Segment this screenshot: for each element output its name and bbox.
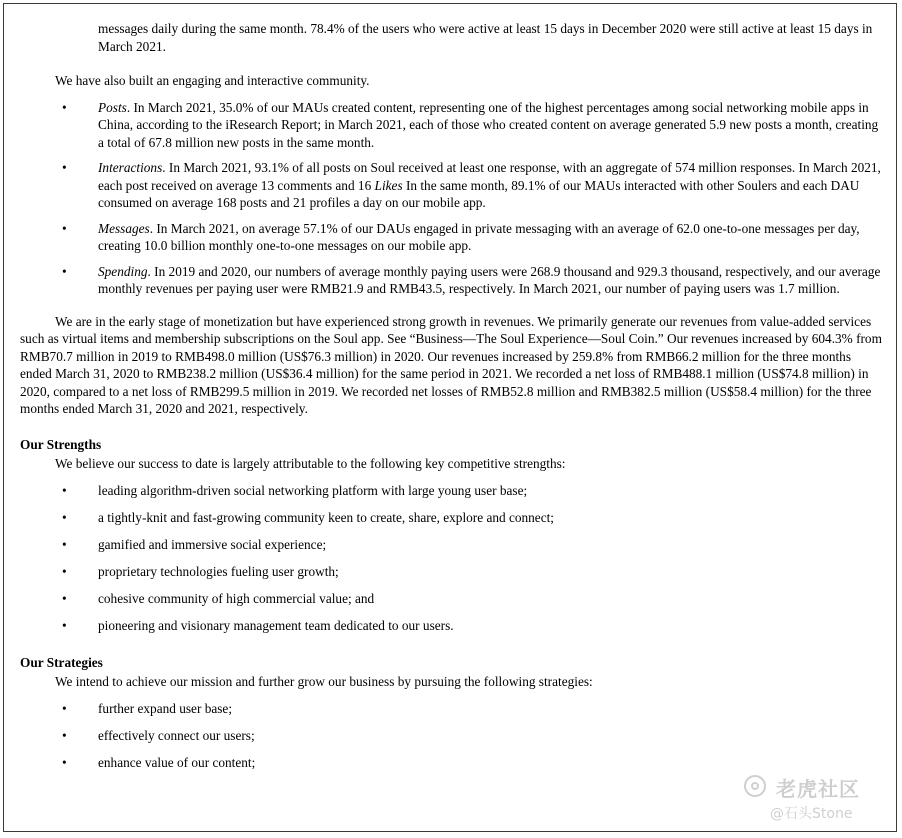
strength-item — [20, 563, 886, 581]
bullet-text: In the same month, 89.1% of our MAUs interacted with other Soulers and each DAU consumed on average 168 posts and 21 profiles a day on our mobile app. — [98, 177, 860, 210]
bullet-title: Messages — [98, 220, 150, 236]
strength-text: gamified and immersive social experience; — [98, 536, 327, 552]
strategies-intro: We intend to achieve our mission and further grow our business by pursuing the following strategies: — [55, 674, 593, 689]
bullet-glyph: • — [62, 263, 67, 279]
continuation-text: messages daily during the same month. 78.4% of the users who were active at least 15 days in December 2020 were still active at least 15 days in March 2021. — [98, 21, 873, 54]
strategies-heading: Our Strategies — [20, 654, 103, 670]
strategy-item — [20, 700, 886, 718]
strategy-text: further expand user base; — [98, 700, 233, 716]
strength-text: pioneering and visionary management team dedicated to our users. — [98, 617, 454, 633]
strength-item — [20, 590, 886, 608]
strategy-text: effectively connect our users; — [98, 727, 255, 743]
strength-item — [20, 482, 886, 500]
bullet-glyph: • — [62, 590, 67, 606]
bullet-glyph: • — [62, 727, 67, 743]
bullet-text: . In March 2021, 93.1% of all posts on Soul received at least one response, with an aggregate of 574 million responses. In March 2021, each post received on average 13 comments and 16 — [98, 160, 881, 193]
bullet-title: Spending — [98, 263, 148, 279]
bullet-glyph: • — [62, 700, 67, 716]
watermark-title: 老虎社区 — [776, 777, 860, 801]
strength-item — [20, 509, 886, 527]
strength-text: leading algorithm-driven social networking platform with large young user base; — [98, 482, 528, 498]
strategies-list — [20, 700, 886, 772]
bullet-glyph: • — [62, 160, 67, 175]
bullet-glyph: • — [62, 482, 67, 498]
bullet-glyph: • — [62, 617, 67, 633]
strategy-text: enhance value of our content; — [98, 754, 256, 770]
bullet-messages — [20, 220, 886, 255]
strength-text: proprietary technologies fueling user growth; — [98, 563, 339, 579]
bullet-title: Posts — [98, 99, 127, 115]
tiger-community-logo-icon — [744, 775, 766, 797]
community-intro: We have also built an engaging and interactive community. — [55, 73, 370, 88]
strength-text: a tightly-knit and fast-growing community keen to create, share, explore and connect; — [98, 509, 555, 525]
strength-text: cohesive community of high commercial value; and — [98, 590, 375, 606]
watermark-subtitle: @石头Stone — [770, 806, 853, 822]
strengths-heading: Our Strengths — [20, 436, 102, 452]
monetization-paragraph: We are in the early stage of monetization but have experienced strong growth in revenues. We primarily generate our revenues from value-added services such as virtual items and membership subscriptions on the Soul app. See “Business—The Soul Experience—Soul Coin.” Our revenues increased by 604.3% from RMB70.7 million in 2019 to RMB498.0 million (US$76.3 million) in 2020. Our revenues increased by 259.8% from RMB66.2 million for the three months ended March 31, 2020 to RMB238.2 million (US$36.4 million) for the same period in 2021. We recorded a net loss of RMB488.1 million (US$74.8 million) in 2020, compared to a net loss of RMB299.5 million in 2019. We recorded net losses of RMB52.8 million and RMB382.5 million (US$58.4 million) for the three months ended March 31, 2020 and 2021, respectively. — [20, 313, 882, 416]
bullet-text: . In 2019 and 2020, our numbers of average monthly paying users were 268.9 thousand and 929.3 thousand, respectively, and our average monthly revenues per paying user were RMB21.9 and RMB43.5, respectively. In March 2021, our number of paying users was 1.7 million. — [98, 263, 881, 296]
bullet-interactions — [20, 159, 886, 212]
strength-item — [20, 617, 886, 635]
bullet-glyph: • — [62, 220, 67, 236]
bullet-italic-word: Likes — [374, 177, 403, 193]
strengths-list — [20, 482, 886, 635]
bullet-title: Interactions — [98, 160, 163, 175]
strategy-item — [20, 727, 886, 745]
bullet-glyph: • — [62, 754, 67, 770]
bullet-posts — [20, 99, 886, 152]
bullet-text: . In March 2021, 35.0% of our MAUs created content, representing one of the highest percentages among social networking mobile apps in China, according to the iResearch Report; in March 2021, each of those who created content on average generated 5.9 new posts a month, creating a total of 67.8 million new posts in the same month. — [98, 99, 879, 150]
watermark — [738, 767, 878, 823]
strength-item — [20, 536, 886, 554]
bullet-glyph: • — [62, 99, 67, 115]
bullet-spending — [20, 263, 886, 298]
bullet-text: . In March 2021, on average 57.1% of our DAUs engaged in private messaging with an average of 62.0 one-to-one messages per day, creating 10.0 billion monthly one-to-one messages on our mobile app. — [98, 220, 860, 253]
bullet-glyph: • — [62, 536, 67, 552]
community-bullet-list — [20, 99, 886, 298]
bullet-glyph: • — [62, 509, 67, 525]
document-frame — [3, 3, 897, 832]
bullet-glyph: • — [62, 563, 67, 579]
document-body — [20, 20, 886, 781]
strengths-intro: We believe our success to date is largely attributable to the following key competitive strengths: — [55, 456, 566, 471]
